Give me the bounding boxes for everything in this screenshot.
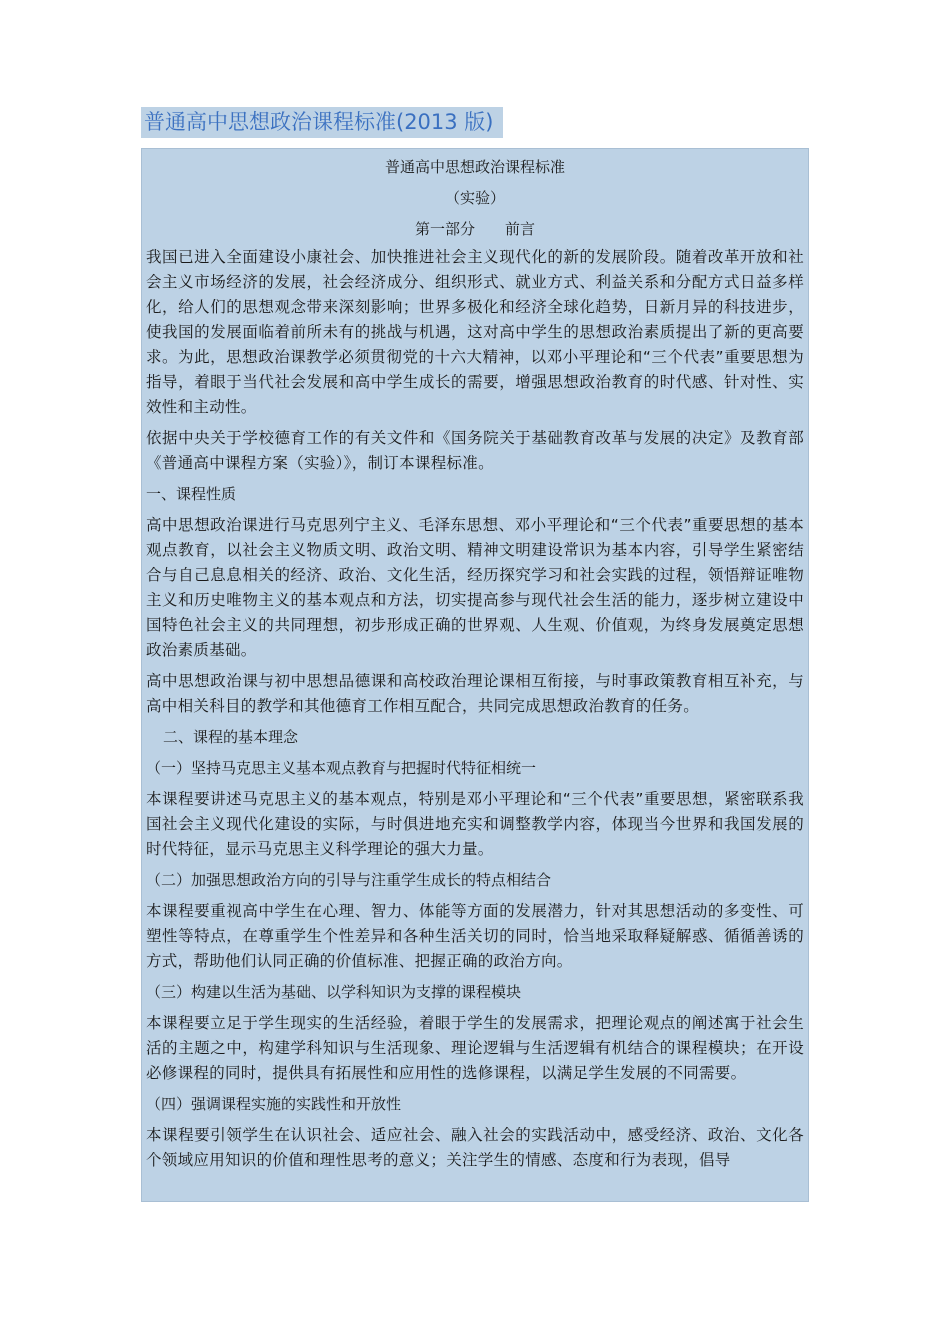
- paragraph-connection: 高中思想政治课与初中思想品德课和高校政治理论课相互衔接，与时事政策教育相互补充，与高中相关科目的教学和其他德育工作相互配合，共同完成思想政治教育的任务。: [146, 672, 804, 715]
- paragraph-principle-4: 本课程要引领学生在认识社会、适应社会、融入社会的实践活动中，感受经济、政治、文化各个领域应用知识的价值和理性思考的意义；关注学生的情感、态度和行为表现，倡导: [146, 1126, 804, 1169]
- subsection-heading-2: （二）加强思想政治方向的引导与注重学生成长的特点相结合: [146, 871, 552, 889]
- section-heading-nature: 一、课程性质: [146, 485, 237, 503]
- standard-title: 普通高中思想政治课程标准: [384, 158, 565, 176]
- paragraph-principle-3: 本课程要立足于学生现实的生活经验，着眼于学生的发展需求，把理论观点的阐述寓于社会生活的主题之中，构建学科知识与生活现象、理论逻辑与生活逻辑有机结合的课程模块；在开设必修课程的同时，提供具有拓展性和应用性的选修课程，以满足学生发展的不同需要。: [146, 1014, 804, 1082]
- subsection-heading-3: （三）构建以生活为基础、以学科知识为支撑的课程模块: [146, 983, 522, 1001]
- paragraph-principle-1: 本课程要讲述马克思主义的基本观点，特别是邓小平理论和“三个代表”重要思想，紧密联系我国社会主义现代化建设的实际，与时俱进地充实和调整教学内容，体现当今世界和我国发展的时代特征，显示马克思主义科学理论的强大力量。: [146, 790, 804, 858]
- subsection-heading-1: （一）坚持马克思主义基本观点教育与把握时代特征相统一: [146, 759, 537, 777]
- document-title: 普通高中思想政治课程标准(2013 版): [141, 107, 503, 138]
- content-panel: [141, 148, 809, 1202]
- paragraph-nature: 高中思想政治课进行马克思列宁主义、毛泽东思想、邓小平理论和“三个代表”重要思想的基本观点教育，以社会主义物质文明、政治文明、精神文明建设常识为基本内容，引导学生紧密结合与自己息息相关的经济、政治、文化生活，经历探究学习和社会实践的过程，领悟辩证唯物主义和历史唯物主义的基本观点和方法，切实提高参与现代社会生活的能力，逐步树立建设中国特色社会主义的共同理想，初步形成正确的世界观、人生观、价值观，为终身发展奠定思想政治素质基础。: [146, 516, 804, 659]
- paragraph-basis: 依据中央关于学校德育工作的有关文件和《国务院关于基础教育改革与发展的决定》及教育部《普通高中课程方案（实验）》，制订本课程标准。: [146, 429, 804, 472]
- paragraph-principle-2: 本课程要重视高中学生在心理、智力、体能等方面的发展潜力，针对其思想活动的多变性、可塑性等特点，在尊重学生个性差异和各种生活关切的同时，恰当地采取释疑解惑、循循善诱的方式，帮助他们认同正确的价值标准、把握正确的政治方向。: [146, 902, 804, 970]
- subsection-heading-4: （四）强调课程实施的实践性和开放性: [146, 1095, 402, 1113]
- part-heading: 第一部分 前言: [414, 220, 535, 238]
- standard-subtitle: （实验）: [444, 189, 505, 207]
- paragraph-intro: 我国已进入全面建设小康社会、加快推进社会主义现代化的新的发展阶段。随着改革开放和社会主义市场经济的发展，社会经济成分、组织形式、就业方式、利益关系和分配方式日益多样化，给人们的思想观念带来深刻影响；世界多极化和经济全球化趋势，日新月异的科技进步，使我国的发展面临着前所未有的挑战与机遇，这对高中学生的思想政治素质提出了新的更高要求。为此，思想政治课教学必须贯彻党的十六大精神，以邓小平理论和“三个代表”重要思想为指导，着眼于当代社会发展和高中学生成长的需要，增强思想政治教育的时代感、针对性、实效性和主动性。: [146, 248, 804, 416]
- section-heading-principles: 二、课程的基本理念: [163, 728, 299, 746]
